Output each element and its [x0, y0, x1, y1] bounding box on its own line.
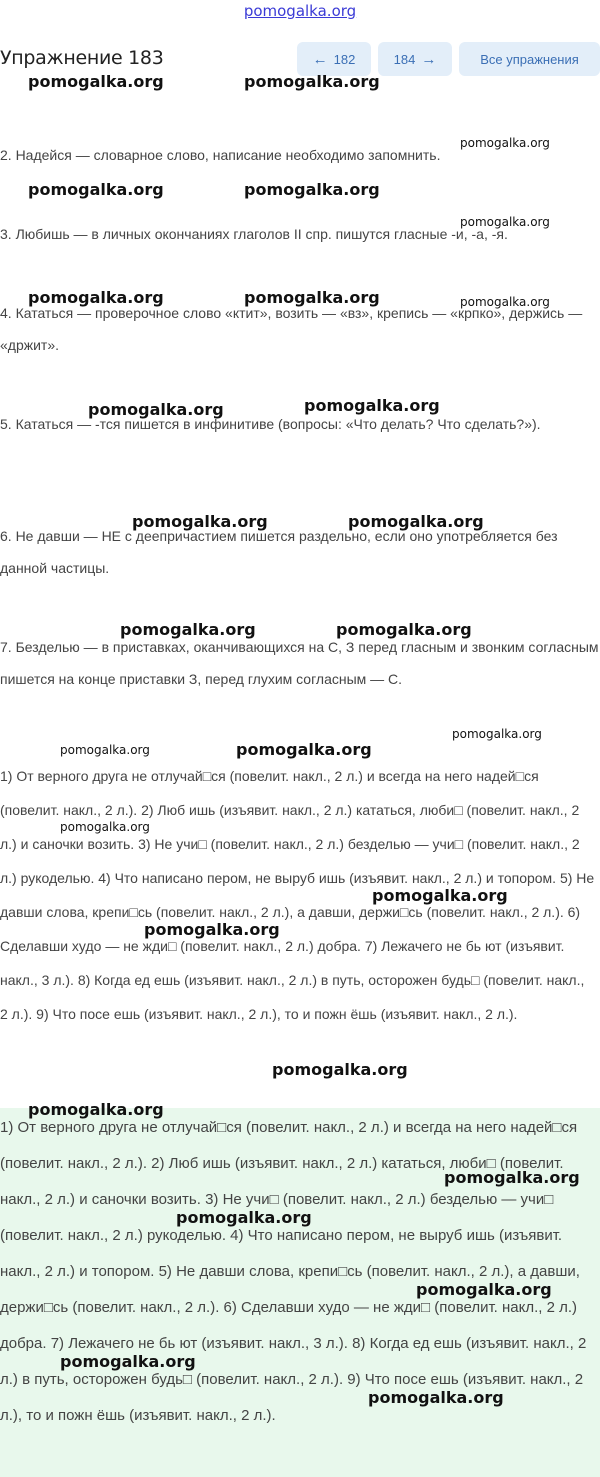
watermark: pomogalka.org [460, 295, 550, 309]
watermark: pomogalka.org [244, 180, 380, 199]
watermark: pomogalka.org [60, 820, 150, 834]
next-exercise-button[interactable] [378, 42, 452, 76]
all-exercises-button[interactable] [459, 42, 600, 76]
watermark: pomogalka.org [460, 136, 550, 150]
explanation-item: 6. Не давши — НЕ с деепричастием пишется раздельно, если оно употребляется без данной частицы. [0, 528, 558, 576]
watermark: pomogalka.org [348, 512, 484, 531]
watermark: pomogalka.org [28, 288, 164, 307]
exercise-text-highlighted: 1) От верного друга не отлучай□ся (повелит. накл., 2 л.) и всегда на него надей□ся (повелит. накл., 2 л.). 2) Люб ишь (изъявит. накл., 2 л.) кататься, люби□ (повелит. накл., 2 л.) и саночки возить. 3) Не учи□ (повелит. накл., 2 л.) безделью — учи□ (повелит. накл., 2 л.) рукоделью. 4) Что написано пером, не выруб ишь (изъявит. накл., 2 л.) и топором. 5) Не давши слова, крепи□сь (повелит. накл., 2 л.), а давши, держи□сь (повелит. накл., 2 л.). 6) Сделавши худо — не жди□ (повелит. накл., 2 л.) добра. 7) Лежачего не бь ют (изъявит. накл., 3 л.). 8) Когда ед ешь (изъявит. накл., 2 л.) в путь, осторожен будь□ (повелит. накл., 2 л.). 9) Что посе ешь (изъявит. накл., 2 л.), то и пожн ёшь (изъявит. накл., 2 л.). [0, 1119, 587, 1424]
all-exercises-label: Все упражнения [480, 51, 579, 67]
watermark: pomogalka.org [236, 740, 372, 759]
watermark: pomogalka.org [416, 1280, 552, 1299]
prev-exercise-button[interactable] [297, 42, 371, 76]
watermark: pomogalka.org [444, 1168, 580, 1187]
watermark: pomogalka.org [460, 215, 550, 229]
prev-exercise-label: 182 [333, 51, 356, 67]
next-exercise-label: 184 [393, 51, 416, 67]
watermark: pomogalka.org [244, 72, 380, 91]
explanation-item: 7. Безделью — в приставках, оканчивающихся на С, З перед гласным и звонким согласным пишется на конце приставки З, перед глухим согласным — С. [0, 639, 599, 687]
explanation-item: 5. Кататься — -тся пишется в инфинитиве (вопросы: «Что делать? Что сделать?»). [0, 416, 541, 432]
watermark: pomogalka.org [60, 743, 150, 757]
watermark: pomogalka.org [368, 1388, 504, 1407]
watermark: pomogalka.org [120, 620, 256, 639]
watermark: pomogalka.org [244, 288, 380, 307]
arrow-left-icon: ← [312, 50, 328, 68]
explanation-item: 2. Надейся — словарное слово, написание необходимо запомнить. [0, 147, 441, 163]
page-title: Упражнение 183 [0, 47, 164, 69]
site-link[interactable]: pomogalka.org [243, 2, 357, 20]
explanation-item: 4. Кататься — проверочное слово «ктит», возить — «вз», крепись — «крпко», держись — «држит». [0, 305, 583, 353]
watermark: pomogalka.org [28, 1100, 164, 1119]
watermark: pomogalka.org [304, 396, 440, 415]
watermark: pomogalka.org [272, 1060, 408, 1079]
exercise-text: 1) От верного друга не отлучай□ся (повелит. накл., 2 л.) и всегда на него надей□ся (повелит. накл., 2 л.). 2) Люб ишь (изъявит. накл., 2 л.) кататься, люби□ (повелит. накл., 2 л.) и саночки возить. 3) Не учи□ (повелит. накл., 2 л.) безделью — учи□ (повелит. накл., 2 л.) рукоделью. 4) Что написано пером, не выруб ишь (изъявит. накл., 2 л.) и топором. 5) Не давши слова, крепи□сь (повелит. накл., 2 л.), а давши, держи□сь (повелит. накл., 2 л.). 6) Сделавши худо — не жди□ (повелит. накл., 2 л.) добра. 7) Лежачего не бь ют (изъявит. накл., 3 л.). 8) Когда ед ешь (изъявит. накл., 2 л.) в путь, осторожен будь□ (повелит. накл., 2 л.). 9) Что посе ешь (изъявит. накл., 2 л.), то и пожн ёшь (изъявит. накл., 2 л.). [0, 768, 595, 1022]
arrow-right-icon: → [421, 50, 437, 68]
watermark: pomogalka.org [176, 1208, 312, 1227]
watermark: pomogalka.org [28, 72, 164, 91]
explanation-item: 3. Любишь — в личных окончаниях глаголов II спр. пишутся гласные -и, -а, -я. [0, 226, 508, 242]
watermark: pomogalka.org [372, 886, 508, 905]
watermark: pomogalka.org [60, 1352, 196, 1371]
watermark: pomogalka.org [88, 400, 224, 419]
watermark: pomogalka.org [452, 727, 542, 741]
watermark: pomogalka.org [336, 620, 472, 639]
watermark: pomogalka.org [132, 512, 268, 531]
watermark: pomogalka.org [144, 920, 280, 939]
watermark: pomogalka.org [28, 180, 164, 199]
